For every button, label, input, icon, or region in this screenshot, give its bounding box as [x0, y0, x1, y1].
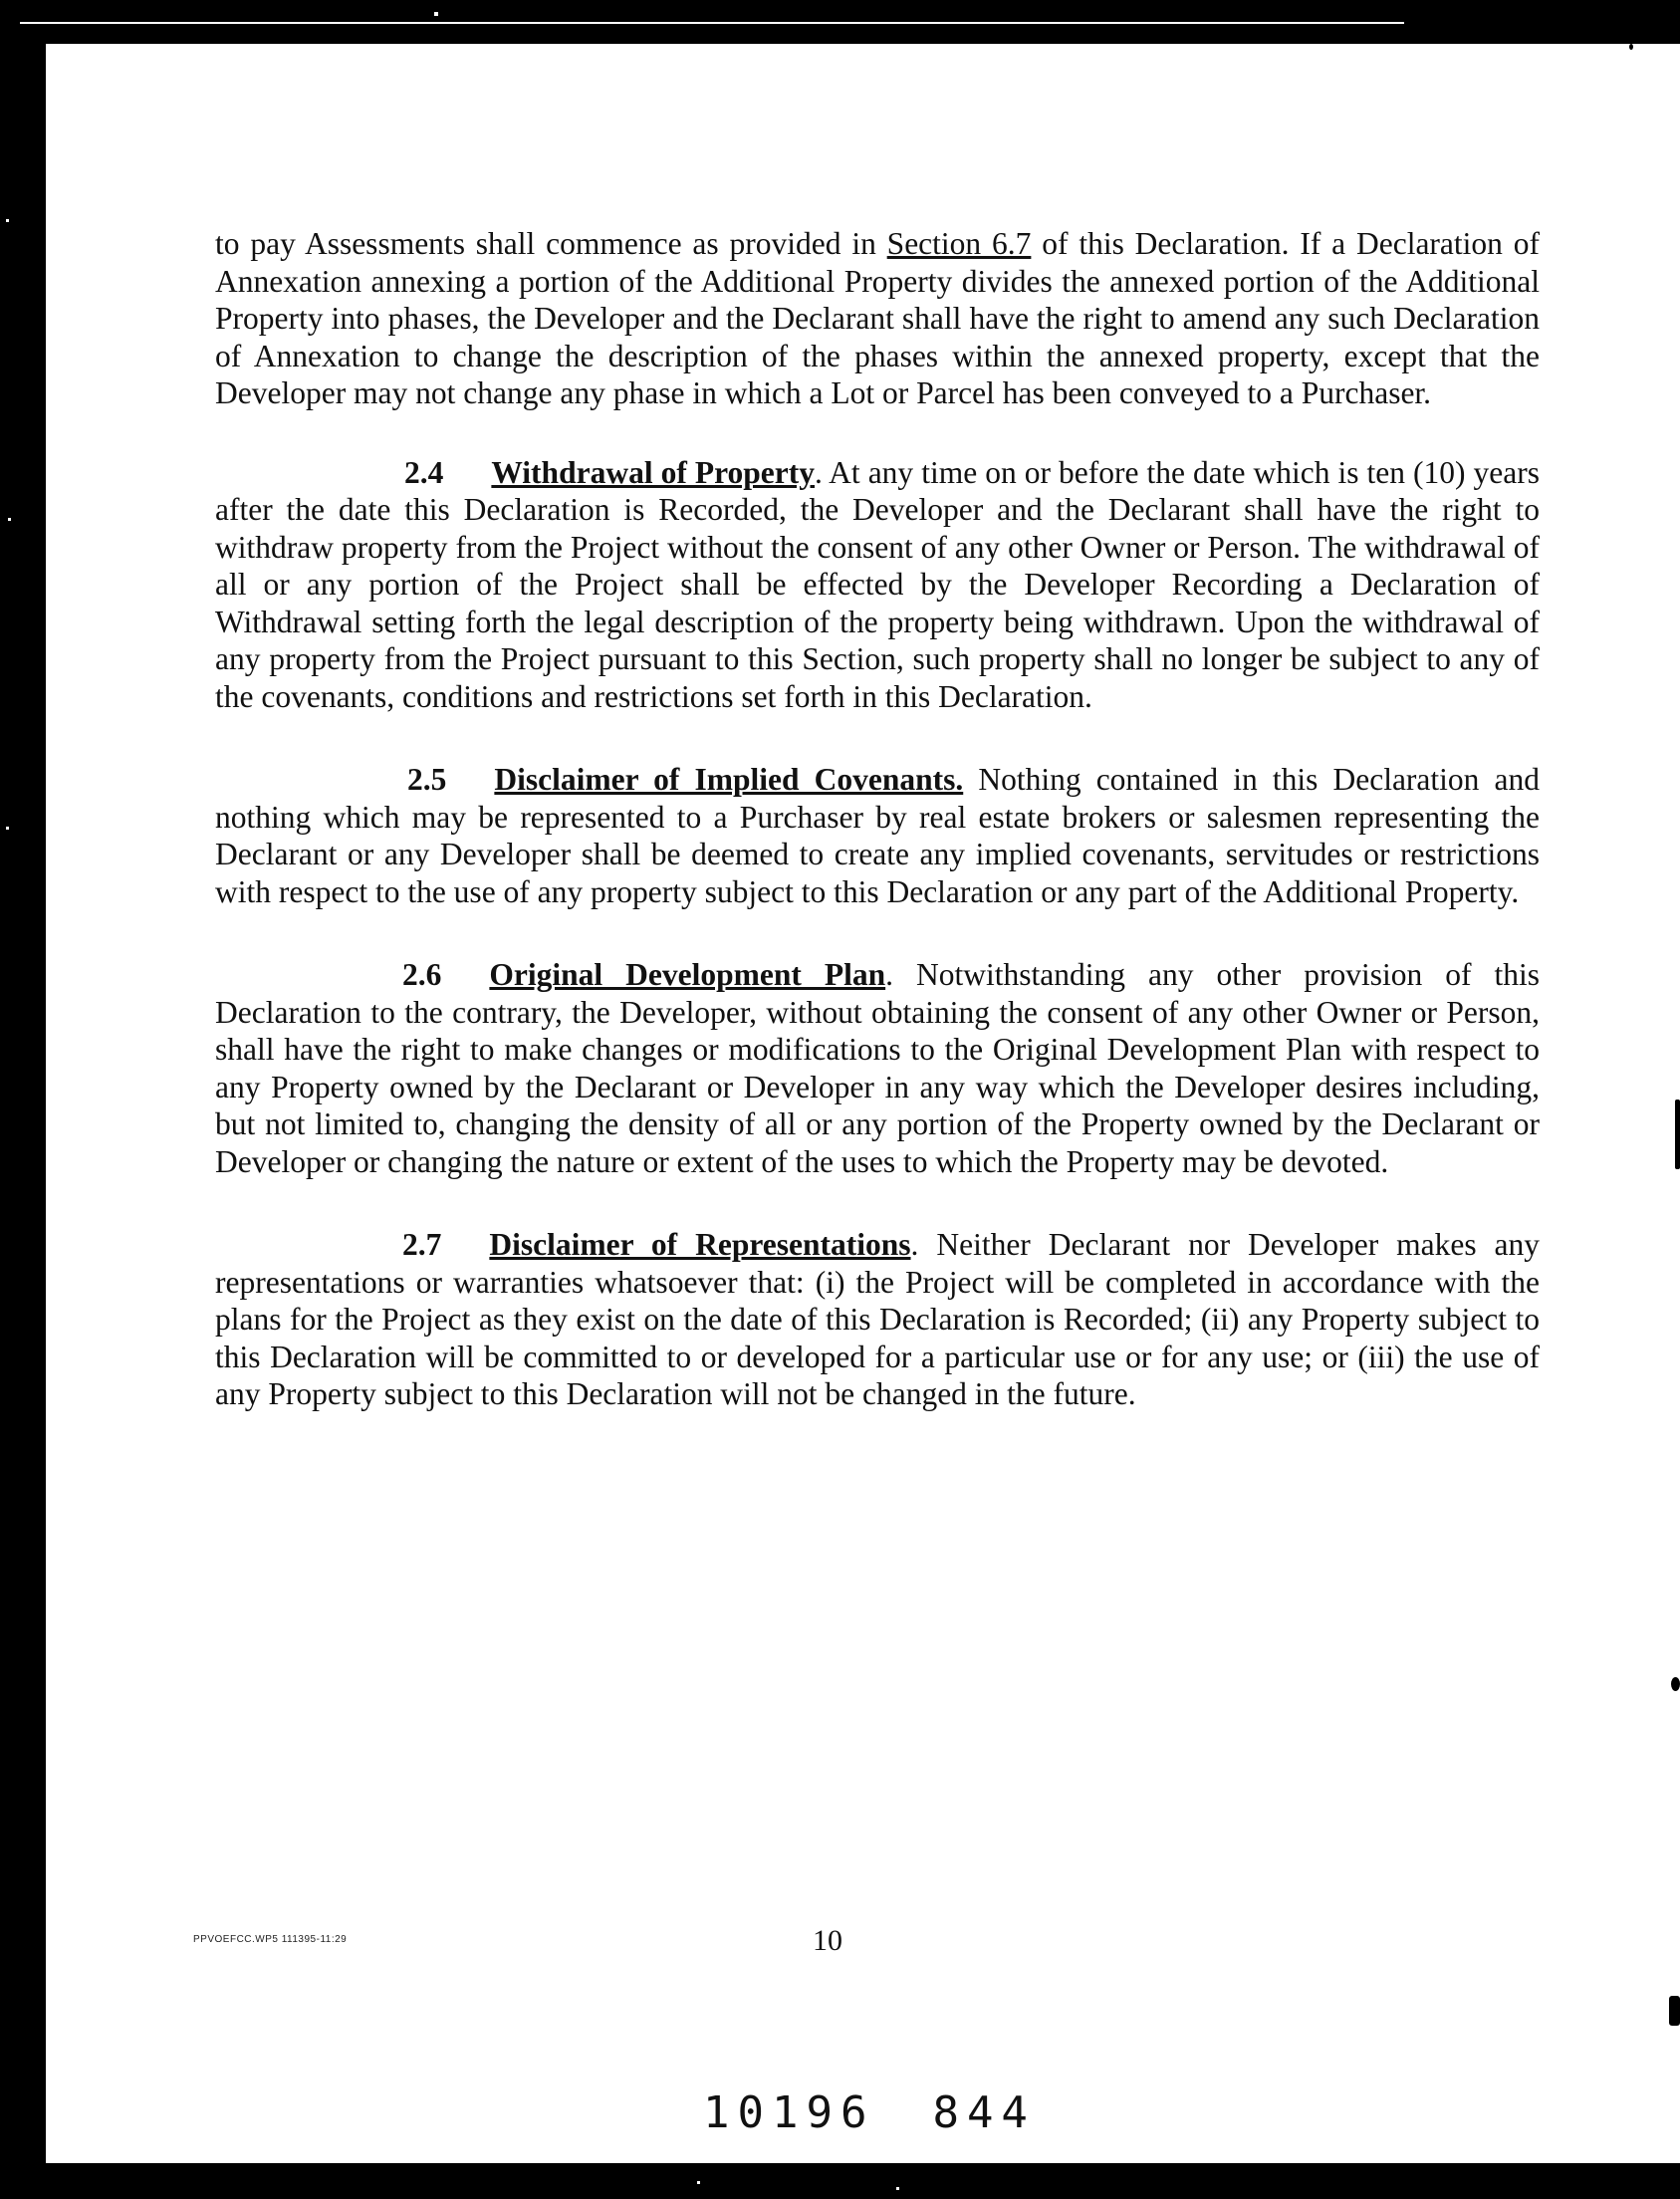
section-2-6-paragraph [215, 956, 1540, 1180]
document-body [215, 225, 1540, 1459]
intro-text-2: of this Declaration. If a Declaration of Annexation annexing a portion of the Additional Property divides the annexed portion of the Additional Property into phases, the Developer and the Declarant shall have the right to amend any such Declaration of Annexation to change the description of the phases within the annexed property, except that the Developer may not change any phase in which a Lot or Parcel has been conveyed to a Purchaser. [215, 226, 1540, 410]
section-heading: Disclaimer of Representations [489, 1227, 911, 1262]
footer-file-code: PPVOEFCC.WP5 111395-11:29 [193, 1934, 348, 1945]
intro-text-1: to pay Assessments shall commence as provided in [215, 226, 887, 261]
stamp-page-number: 844 [932, 2087, 1036, 2138]
document-page [46, 44, 1680, 2163]
scan-artifact [6, 827, 9, 830]
section-number: 2.5 [407, 762, 447, 797]
section-heading: Original Development Plan [489, 957, 886, 992]
section-body: . Notwithstanding any other provision of this Declaration to the contrary, the Developer, without obtaining the consent of any other Owner or Person, shall have the right to make changes or modifications to the Original Development Plan with respect to any Property owned by the Declarant or Developer in any way which the Developer desires including, but not limited to, changing the density of all or any portion of the Property owned by the Declarant or Developer or changing the nature or extent of the uses to which the Property may be devoted. [215, 957, 1540, 1179]
recording-stamp [703, 2087, 1036, 2138]
scan-artifact [896, 2187, 899, 2190]
scan-artifact [20, 22, 1404, 24]
scan-artifact [6, 219, 9, 222]
section-2-4-paragraph [215, 454, 1540, 716]
stamp-book-number: 10196 [703, 2087, 875, 2138]
section-6-7-reference: Section 6.7 [886, 226, 1032, 261]
section-2-5-paragraph [215, 761, 1540, 910]
scan-artifact [1661, 1086, 1667, 1145]
scan-speck [1629, 44, 1633, 50]
scan-speck [1675, 1100, 1680, 1169]
scan-artifact [434, 12, 438, 16]
scan-artifact [8, 518, 11, 521]
section-heading: Disclaimer of Implied Covenants. [494, 762, 964, 797]
scan-speck [1669, 1996, 1680, 2026]
section-body: Nothing contained in this Declaration and nothing which may be represented to a Purchaser by real estate brokers or salesmen representing the Declarant or any Developer shall be deemed to create any implied covenants, servitudes or restrictions with respect to the use of any property subject to this Declaration or any part of the Additional Property. [215, 762, 1540, 909]
section-body: . At any time on or before the date which is ten (10) years after the date this Declaration is Recorded, the Developer and the Declarant shall have the right to withdraw property from the Project without the consent of any other Owner or Person. The withdrawal of all or any portion of the Project shall be effected by the Developer Recording a Declaration of Withdrawal setting forth the legal description of the property being withdrawn. Upon the withdrawal of any property from the Project pursuant to this Section, such property shall no longer be subject to any of the covenants, conditions and restrictions set forth in this Declaration. [215, 454, 1540, 714]
section-2-7-paragraph [215, 1226, 1540, 1413]
scan-speck [1671, 1677, 1680, 1691]
intro-paragraph [215, 225, 1540, 412]
section-body: . Neither Declarant nor Developer makes any representations or warranties whatsoever that: (i) the Project will be completed in accordance with the plans for the Project as they exist on the date of this Declaration is Recorded; (ii) any Property subject to this Declaration will be committed to or developed for a particular use or for any use; or (iii) the use of any Property subject to this Declaration will not be changed in the future. [215, 1227, 1541, 1411]
section-number: 2.7 [402, 1227, 442, 1262]
section-number: 2.6 [402, 957, 442, 992]
section-number: 2.4 [404, 454, 444, 490]
page-number: 10 [813, 1924, 842, 1957]
section-heading: Withdrawal of Property [491, 454, 815, 490]
scan-artifact [697, 2181, 700, 2184]
